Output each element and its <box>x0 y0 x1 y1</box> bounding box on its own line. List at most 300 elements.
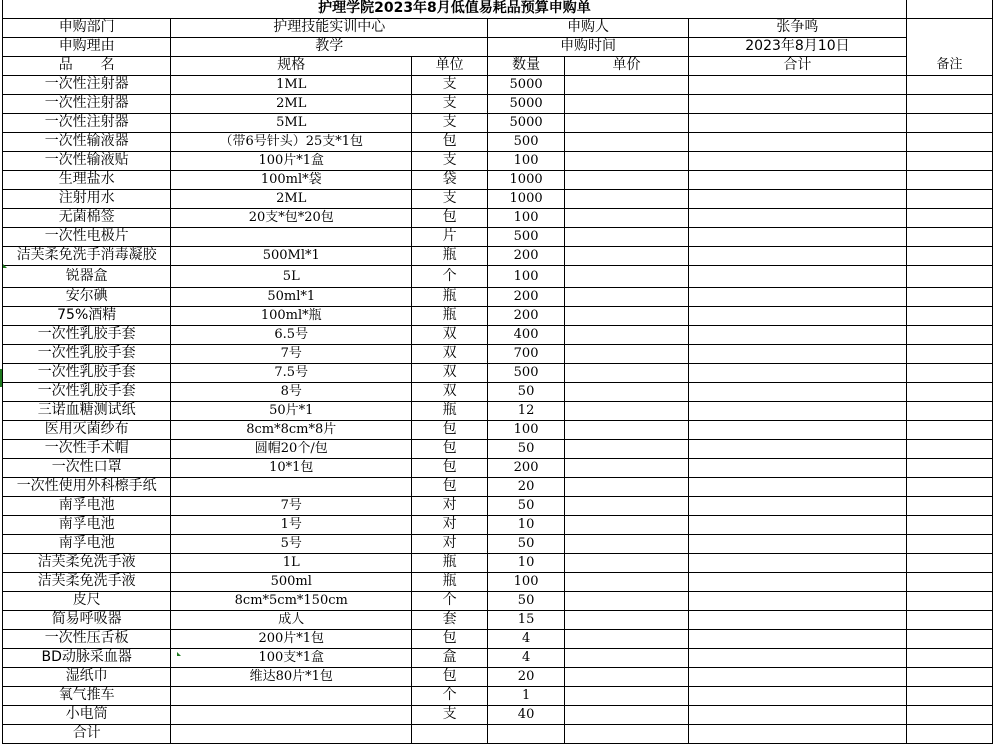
total-empty-cell[interactable] <box>688 724 906 743</box>
total-empty-cell[interactable] <box>564 724 688 743</box>
item-qty-cell[interactable]: 700 <box>488 344 565 363</box>
item-name-cell[interactable]: 锐器盒 <box>3 265 171 287</box>
item-qty-cell[interactable]: 5000 <box>488 94 565 113</box>
table-row <box>3 477 993 496</box>
item-remark-cell[interactable] <box>906 287 992 306</box>
table-row <box>3 113 993 132</box>
item-spec-cell[interactable]: 7号 <box>171 496 412 515</box>
item-spec-cell[interactable]: 8cm*8cm*8片 <box>171 420 412 439</box>
item-unit-cell[interactable]: 包 <box>412 132 488 151</box>
item-total-cell[interactable] <box>688 610 906 629</box>
item-remark-cell[interactable] <box>906 534 992 553</box>
item-remark-cell[interactable] <box>906 610 992 629</box>
total-row <box>3 724 993 743</box>
remark-header-text: 备注 <box>936 56 963 72</box>
table-row <box>3 344 993 363</box>
item-price-cell[interactable] <box>564 363 688 382</box>
item-remark-cell[interactable] <box>906 246 992 265</box>
item-total-cell[interactable] <box>688 363 906 382</box>
sheet-title[interactable]: 护理学院2023年8月低值易耗品预算申购单 <box>3 0 907 18</box>
item-remark-cell[interactable] <box>906 94 992 113</box>
item-remark-cell[interactable] <box>906 572 992 591</box>
item-unit-cell[interactable]: 支 <box>412 189 488 208</box>
item-name-cell[interactable]: 安尔碘 <box>3 287 171 306</box>
item-unit-cell[interactable]: 瓶 <box>412 553 488 572</box>
item-spec-cell[interactable]: 500Ml*1 <box>171 246 412 265</box>
item-unit-cell[interactable]: 包 <box>412 629 488 648</box>
item-qty-cell[interactable]: 50 <box>488 382 565 401</box>
item-price-cell[interactable] <box>564 629 688 648</box>
item-remark-cell[interactable] <box>906 208 992 227</box>
item-qty-cell[interactable]: 10 <box>488 553 565 572</box>
item-name-cell[interactable]: 南孚电池 <box>3 496 171 515</box>
item-price-cell[interactable] <box>564 705 688 724</box>
item-name-cell[interactable]: 注射用水 <box>3 189 171 208</box>
item-spec-cell[interactable]: 1L <box>171 553 412 572</box>
item-price-cell[interactable] <box>564 382 688 401</box>
item-remark-cell[interactable] <box>906 496 992 515</box>
table-row <box>3 287 993 306</box>
reason-value[interactable]: 教学 <box>171 37 488 56</box>
item-remark-cell[interactable] <box>906 515 992 534</box>
item-price-cell[interactable] <box>564 458 688 477</box>
item-remark-cell[interactable] <box>906 113 992 132</box>
item-qty-cell[interactable]: 50 <box>488 591 565 610</box>
item-price-cell[interactable] <box>564 344 688 363</box>
item-price-cell[interactable] <box>564 265 688 287</box>
item-name-cell[interactable]: 一次性输液器 <box>3 132 171 151</box>
item-remark-cell[interactable] <box>906 629 992 648</box>
item-qty-cell[interactable]: 500 <box>488 132 565 151</box>
item-spec-cell[interactable]: 100片*1盒 <box>171 151 412 170</box>
table-row <box>3 458 993 477</box>
item-remark-cell[interactable] <box>906 151 992 170</box>
table-row <box>3 496 993 515</box>
item-name-cell[interactable]: 一次性使用外科檫手纸 <box>3 477 171 496</box>
item-remark-cell[interactable] <box>906 420 992 439</box>
item-qty-cell[interactable]: 200 <box>488 287 565 306</box>
table-row <box>3 208 993 227</box>
item-qty-cell[interactable]: 200 <box>488 458 565 477</box>
item-price-cell[interactable] <box>564 553 688 572</box>
table-row <box>3 591 993 610</box>
item-total-cell[interactable] <box>688 667 906 686</box>
item-spec-cell[interactable]: 500ml <box>171 572 412 591</box>
item-total-cell[interactable] <box>688 420 906 439</box>
item-price-cell[interactable] <box>564 189 688 208</box>
item-remark-cell[interactable] <box>906 382 992 401</box>
item-qty-cell[interactable]: 200 <box>488 246 565 265</box>
item-remark-cell[interactable] <box>906 705 992 724</box>
item-unit-cell[interactable]: 双 <box>412 325 488 344</box>
item-name-cell[interactable]: 一次性注射器 <box>3 94 171 113</box>
item-price-cell[interactable] <box>564 477 688 496</box>
item-name-cell[interactable]: 医用灭菌纱布 <box>3 420 171 439</box>
item-unit-cell[interactable]: 支 <box>412 75 488 94</box>
item-name-cell[interactable]: 一次性乳胶手套 <box>3 344 171 363</box>
item-spec-cell[interactable]: 5L <box>171 265 412 287</box>
item-price-cell[interactable] <box>564 94 688 113</box>
item-remark-cell[interactable] <box>906 686 992 705</box>
item-spec-cell[interactable] <box>171 477 412 496</box>
total-empty-cell[interactable] <box>906 724 992 743</box>
table-row <box>3 132 993 151</box>
item-spec-cell[interactable] <box>171 705 412 724</box>
item-qty-cell[interactable]: 20 <box>488 667 565 686</box>
table-row <box>3 363 993 382</box>
item-remark-cell[interactable] <box>906 344 992 363</box>
item-unit-cell[interactable]: 包 <box>412 458 488 477</box>
table-row <box>3 382 993 401</box>
item-qty-cell[interactable]: 12 <box>488 401 565 420</box>
item-qty-cell[interactable]: 100 <box>488 420 565 439</box>
item-spec-cell[interactable]: 5ML <box>171 113 412 132</box>
item-name-cell[interactable]: 皮尺 <box>3 591 171 610</box>
item-name-cell[interactable]: 一次性乳胶手套 <box>3 363 171 382</box>
item-price-cell[interactable] <box>564 227 688 246</box>
item-total-cell[interactable] <box>688 170 906 189</box>
item-spec-cell[interactable]: 6.5号 <box>171 325 412 344</box>
item-name-cell[interactable]: 一次性注射器 <box>3 113 171 132</box>
item-unit-cell[interactable]: 袋 <box>412 170 488 189</box>
item-unit-cell[interactable]: 包 <box>412 208 488 227</box>
table-row <box>3 553 993 572</box>
table-row <box>3 325 993 344</box>
item-total-cell[interactable] <box>688 227 906 246</box>
item-unit-cell[interactable]: 包 <box>412 439 488 458</box>
col-header-unit[interactable]: 单位 <box>412 56 488 75</box>
item-total-cell[interactable] <box>688 477 906 496</box>
item-total-cell[interactable] <box>688 306 906 325</box>
item-qty-cell[interactable]: 50 <box>488 496 565 515</box>
item-name-cell[interactable]: 无菌棉签 <box>3 208 171 227</box>
item-qty-cell[interactable]: 1000 <box>488 189 565 208</box>
table-row <box>3 401 993 420</box>
table-row <box>3 420 993 439</box>
item-total-cell[interactable] <box>688 705 906 724</box>
table-row <box>3 265 993 287</box>
item-price-cell[interactable] <box>564 515 688 534</box>
item-unit-cell[interactable]: 包 <box>412 667 488 686</box>
item-qty-cell[interactable]: 500 <box>488 227 565 246</box>
item-price-cell[interactable] <box>564 151 688 170</box>
item-price-cell[interactable] <box>564 610 688 629</box>
total-empty-cell[interactable] <box>171 724 412 743</box>
item-spec-cell[interactable]: 100ml*袋 <box>171 170 412 189</box>
item-unit-cell[interactable]: 对 <box>412 515 488 534</box>
item-name-cell[interactable]: 洁芙柔免洗手液 <box>3 572 171 591</box>
item-spec-cell[interactable]: 10*1包 <box>171 458 412 477</box>
item-name-cell[interactable]: 一次性乳胶手套 <box>3 382 171 401</box>
item-remark-cell[interactable] <box>906 591 992 610</box>
item-spec-cell[interactable]: 100支*1盒 <box>171 648 412 667</box>
col-header-price[interactable]: 单价 <box>564 56 688 75</box>
item-total-cell[interactable] <box>688 325 906 344</box>
buyer-value[interactable]: 张争鸣 <box>688 18 906 37</box>
item-total-cell[interactable] <box>688 208 906 227</box>
item-qty-cell[interactable]: 100 <box>488 572 565 591</box>
item-qty-cell[interactable]: 4 <box>488 648 565 667</box>
item-name-cell[interactable]: 洁芙柔免洗手消毒凝胶 <box>3 246 171 265</box>
item-unit-cell[interactable]: 包 <box>412 420 488 439</box>
item-remark-cell[interactable] <box>906 227 992 246</box>
item-total-cell[interactable] <box>688 75 906 94</box>
item-unit-cell[interactable]: 片 <box>412 227 488 246</box>
item-unit-cell[interactable]: 对 <box>412 534 488 553</box>
remark-header[interactable] <box>906 18 992 75</box>
budget-table <box>2 0 993 744</box>
item-unit-cell[interactable]: 双 <box>412 344 488 363</box>
cell-comment-marker <box>3 264 7 268</box>
item-remark-cell[interactable] <box>906 439 992 458</box>
item-qty-cell[interactable]: 100 <box>488 208 565 227</box>
item-qty-cell[interactable]: 200 <box>488 306 565 325</box>
item-name-cell[interactable]: 一次性手术帽 <box>3 439 171 458</box>
item-remark-cell[interactable] <box>906 325 992 344</box>
item-name-cell[interactable]: 南孚电池 <box>3 534 171 553</box>
item-name-cell[interactable]: 小电筒 <box>3 705 171 724</box>
dept-label[interactable]: 申购部门 <box>3 18 171 37</box>
item-price-cell[interactable] <box>564 325 688 344</box>
item-name-cell[interactable]: BD动脉采血器 <box>3 648 171 667</box>
item-qty-cell[interactable]: 500 <box>488 363 565 382</box>
table-row <box>3 189 993 208</box>
item-total-cell[interactable] <box>688 401 906 420</box>
item-unit-cell[interactable]: 套 <box>412 610 488 629</box>
item-price-cell[interactable] <box>564 113 688 132</box>
item-unit-cell[interactable]: 盒 <box>412 648 488 667</box>
table-row <box>3 246 993 265</box>
item-total-cell[interactable] <box>688 648 906 667</box>
item-price-cell[interactable] <box>564 534 688 553</box>
item-qty-cell[interactable]: 5000 <box>488 113 565 132</box>
item-remark-cell[interactable] <box>906 170 992 189</box>
item-price-cell[interactable] <box>564 246 688 265</box>
item-total-cell[interactable] <box>688 246 906 265</box>
item-remark-cell[interactable] <box>906 189 992 208</box>
buyer-label[interactable]: 申购人 <box>488 18 689 37</box>
item-name-cell[interactable]: 洁芙柔免洗手液 <box>3 553 171 572</box>
item-total-cell[interactable] <box>688 515 906 534</box>
item-price-cell[interactable] <box>564 132 688 151</box>
item-qty-cell[interactable]: 100 <box>488 151 565 170</box>
item-remark-cell[interactable] <box>906 553 992 572</box>
item-qty-cell[interactable]: 20 <box>488 477 565 496</box>
item-price-cell[interactable] <box>564 572 688 591</box>
item-total-cell[interactable] <box>688 382 906 401</box>
table-row <box>3 648 993 667</box>
item-spec-cell[interactable] <box>171 686 412 705</box>
item-spec-cell[interactable]: （带6号针头）25支*1包 <box>171 132 412 151</box>
item-spec-cell[interactable]: 7号 <box>171 344 412 363</box>
item-unit-cell[interactable]: 个 <box>412 686 488 705</box>
cell-comment-marker <box>177 652 181 656</box>
item-qty-cell[interactable]: 40 <box>488 705 565 724</box>
col-header-name[interactable]: 品 名 <box>3 56 171 75</box>
item-qty-cell[interactable]: 1 <box>488 686 565 705</box>
selection-edge <box>0 369 2 387</box>
item-remark-cell[interactable] <box>906 265 992 287</box>
item-price-cell[interactable] <box>564 648 688 667</box>
item-spec-cell[interactable]: 5号 <box>171 534 412 553</box>
item-unit-cell[interactable]: 个 <box>412 591 488 610</box>
item-unit-cell[interactable]: 瓶 <box>412 287 488 306</box>
table-row <box>3 610 993 629</box>
item-unit-cell[interactable]: 个 <box>412 265 488 287</box>
item-spec-cell[interactable]: 成人 <box>171 610 412 629</box>
item-total-cell[interactable] <box>688 189 906 208</box>
empty-cell[interactable] <box>906 0 992 18</box>
item-price-cell[interactable] <box>564 667 688 686</box>
item-spec-cell[interactable]: 维达80片*1包 <box>171 667 412 686</box>
total-empty-cell[interactable] <box>488 724 565 743</box>
item-remark-cell[interactable] <box>906 363 992 382</box>
item-spec-cell[interactable]: 2ML <box>171 94 412 113</box>
item-name-cell[interactable]: 一次性电极片 <box>3 227 171 246</box>
col-header-spec[interactable]: 规格 <box>171 56 412 75</box>
item-qty-cell[interactable]: 400 <box>488 325 565 344</box>
item-qty-cell[interactable]: 50 <box>488 439 565 458</box>
item-total-cell[interactable] <box>688 458 906 477</box>
item-total-cell[interactable] <box>688 496 906 515</box>
item-unit-cell[interactable]: 支 <box>412 151 488 170</box>
time-value[interactable]: 2023年8月10日 <box>688 37 906 56</box>
table-row <box>3 151 993 170</box>
item-qty-cell[interactable]: 50 <box>488 534 565 553</box>
item-remark-cell[interactable] <box>906 648 992 667</box>
item-spec-cell[interactable]: 50ml*1 <box>171 287 412 306</box>
item-unit-cell[interactable]: 瓶 <box>412 306 488 325</box>
item-qty-cell[interactable]: 15 <box>488 610 565 629</box>
item-spec-cell[interactable]: 1号 <box>171 515 412 534</box>
item-spec-cell[interactable] <box>171 227 412 246</box>
item-total-cell[interactable] <box>688 439 906 458</box>
item-total-cell[interactable] <box>688 553 906 572</box>
item-price-cell[interactable] <box>564 420 688 439</box>
item-remark-cell[interactable] <box>906 132 992 151</box>
item-price-cell[interactable] <box>564 496 688 515</box>
item-spec-cell[interactable]: 200片*1包 <box>171 629 412 648</box>
dept-value[interactable]: 护理技能实训中心 <box>171 18 488 37</box>
item-spec-cell[interactable]: 50片*1 <box>171 401 412 420</box>
table-row <box>3 629 993 648</box>
item-qty-cell[interactable]: 1000 <box>488 170 565 189</box>
item-price-cell[interactable] <box>564 306 688 325</box>
item-total-cell[interactable] <box>688 629 906 648</box>
item-total-cell[interactable] <box>688 151 906 170</box>
table-row <box>3 439 993 458</box>
item-qty-cell[interactable]: 5000 <box>488 75 565 94</box>
table-row <box>3 686 993 705</box>
item-unit-cell[interactable]: 双 <box>412 363 488 382</box>
item-remark-cell[interactable] <box>906 458 992 477</box>
item-name-cell[interactable]: 简易呼吸器 <box>3 610 171 629</box>
item-unit-cell[interactable]: 瓶 <box>412 572 488 591</box>
item-remark-cell[interactable] <box>906 75 992 94</box>
table-row <box>3 94 993 113</box>
table-row <box>3 75 993 94</box>
item-unit-cell[interactable]: 支 <box>412 94 488 113</box>
item-total-cell[interactable] <box>688 591 906 610</box>
item-total-cell[interactable] <box>688 132 906 151</box>
item-spec-cell[interactable]: 7.5号 <box>171 363 412 382</box>
reason-label[interactable]: 申购理由 <box>3 37 171 56</box>
item-total-cell[interactable] <box>688 94 906 113</box>
item-name-cell[interactable]: 湿纸巾 <box>3 667 171 686</box>
item-spec-cell[interactable]: 1ML <box>171 75 412 94</box>
item-total-cell[interactable] <box>688 287 906 306</box>
item-total-cell[interactable] <box>688 686 906 705</box>
table-row <box>3 170 993 189</box>
item-name-cell[interactable]: 一次性注射器 <box>3 75 171 94</box>
time-label[interactable]: 申购时间 <box>488 37 689 56</box>
item-name-cell[interactable]: 一次性压舌板 <box>3 629 171 648</box>
item-name-cell[interactable]: 生理盐水 <box>3 170 171 189</box>
item-price-cell[interactable] <box>564 686 688 705</box>
item-unit-cell[interactable]: 支 <box>412 113 488 132</box>
item-price-cell[interactable] <box>564 170 688 189</box>
item-total-cell[interactable] <box>688 344 906 363</box>
item-unit-cell[interactable]: 双 <box>412 382 488 401</box>
table-row <box>3 705 993 724</box>
item-name-cell[interactable]: 一次性口罩 <box>3 458 171 477</box>
table-row <box>3 572 993 591</box>
item-remark-cell[interactable] <box>906 667 992 686</box>
item-name-cell[interactable]: 一次性乳胶手套 <box>3 325 171 344</box>
item-unit-cell[interactable]: 瓶 <box>412 246 488 265</box>
table-row <box>3 306 993 325</box>
item-total-cell[interactable] <box>688 265 906 287</box>
item-price-cell[interactable] <box>564 287 688 306</box>
item-name-cell[interactable]: 南孚电池 <box>3 515 171 534</box>
item-remark-cell[interactable] <box>906 401 992 420</box>
item-unit-cell[interactable]: 对 <box>412 496 488 515</box>
col-header-qty[interactable]: 数量 <box>488 56 565 75</box>
table-row <box>3 227 993 246</box>
item-total-cell[interactable] <box>688 572 906 591</box>
item-total-cell[interactable] <box>688 534 906 553</box>
table-row <box>3 667 993 686</box>
item-price-cell[interactable] <box>564 208 688 227</box>
total-empty-cell[interactable] <box>412 724 488 743</box>
item-spec-cell[interactable]: 8号 <box>171 382 412 401</box>
item-spec-cell[interactable]: 8cm*5cm*150cm <box>171 591 412 610</box>
item-price-cell[interactable] <box>564 401 688 420</box>
item-remark-cell[interactable] <box>906 477 992 496</box>
item-unit-cell[interactable]: 瓶 <box>412 401 488 420</box>
item-price-cell[interactable] <box>564 591 688 610</box>
item-name-cell[interactable]: 一次性输液贴 <box>3 151 171 170</box>
item-spec-cell[interactable]: 圆帽20个/包 <box>171 439 412 458</box>
item-name-cell[interactable]: 氧气推车 <box>3 686 171 705</box>
item-name-cell[interactable]: 75%酒精 <box>3 306 171 325</box>
item-remark-cell[interactable] <box>906 306 992 325</box>
item-qty-cell[interactable]: 4 <box>488 629 565 648</box>
item-price-cell[interactable] <box>564 439 688 458</box>
col-header-total[interactable]: 合计 <box>688 56 906 75</box>
item-qty-cell[interactable]: 10 <box>488 515 565 534</box>
item-spec-cell[interactable]: 20支*包*20包 <box>171 208 412 227</box>
item-name-cell[interactable]: 三诺血糖测试纸 <box>3 401 171 420</box>
item-unit-cell[interactable]: 支 <box>412 705 488 724</box>
item-spec-cell[interactable]: 2ML <box>171 189 412 208</box>
item-spec-cell[interactable]: 100ml*瓶 <box>171 306 412 325</box>
total-label-cell[interactable]: 合计 <box>3 724 171 743</box>
item-total-cell[interactable] <box>688 113 906 132</box>
item-qty-cell[interactable]: 100 <box>488 265 565 287</box>
item-unit-cell[interactable]: 包 <box>412 477 488 496</box>
item-price-cell[interactable] <box>564 75 688 94</box>
